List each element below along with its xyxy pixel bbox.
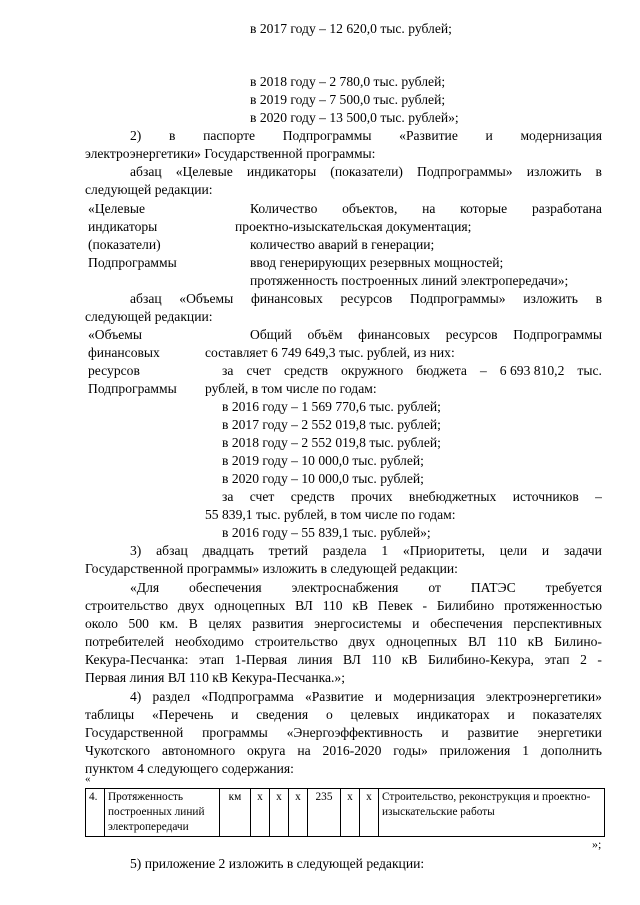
finance-line3-word: счет bbox=[246, 363, 272, 378]
item4-line1-word: и bbox=[374, 689, 383, 704]
finance-2019: в 2019 году – 10 000,0 тыс. рублей; bbox=[222, 453, 424, 468]
finance-label-2: финансовых bbox=[88, 345, 160, 360]
item2-line1-word: 2) bbox=[130, 128, 142, 143]
row-unit: км bbox=[220, 789, 251, 837]
finance-line1-word: Подпрограммы bbox=[513, 327, 602, 342]
item4-line1-word: модернизация bbox=[393, 689, 475, 704]
table-open-quote: « bbox=[85, 773, 91, 785]
item4-line2-word: сведения bbox=[256, 707, 309, 722]
finance-extra-line1-word: прочих bbox=[351, 489, 393, 504]
item3-line7-word: 110 bbox=[371, 652, 392, 667]
item3-line4-word: протяженностью bbox=[504, 598, 602, 613]
item3-line4 bbox=[85, 597, 602, 614]
item3-line1 bbox=[130, 542, 602, 559]
indicators-line1-word: объектов, bbox=[342, 201, 398, 216]
abz2-line1-word: «Объемы bbox=[179, 291, 234, 306]
item3-line7-word: этап bbox=[198, 652, 225, 667]
item3-line6-word: строительство bbox=[254, 634, 338, 649]
row-cell-1: х bbox=[251, 789, 270, 837]
item4-line3-word: развитие bbox=[467, 725, 519, 740]
item4-line4-word: округа bbox=[247, 743, 286, 758]
finance-line3-word: окружного bbox=[341, 363, 404, 378]
item3-line5-word: км. bbox=[159, 616, 179, 631]
item3-line1-word: 1 bbox=[381, 543, 389, 558]
item3-line7-word: кВ bbox=[401, 652, 418, 667]
finance-line1-word: объём bbox=[307, 327, 343, 342]
finance-line1-word: ресурсов bbox=[445, 327, 498, 342]
finance-line3-word: средств bbox=[284, 363, 329, 378]
item4-line1-word: раздел bbox=[152, 689, 191, 704]
item2-abz1-line1-word: в bbox=[595, 164, 602, 179]
finance-extra-line1-word: внебюджетных bbox=[408, 489, 497, 504]
finance-extra-line2: 55 839,1 тыс. рублей, в том числе по годам: bbox=[205, 507, 456, 522]
item4-line2-word: показателях bbox=[532, 707, 602, 722]
indicators-label-1: «Целевые bbox=[88, 201, 146, 216]
item4-line2-word: и bbox=[231, 707, 239, 722]
table-close-quote: »; bbox=[592, 837, 602, 851]
finance-line4: рублей, в том числе по годам: bbox=[205, 381, 377, 396]
item2-abz1-line1-word: изложить bbox=[526, 164, 582, 179]
abz2-line1-word: Подпрограммы» bbox=[410, 291, 506, 306]
item2-line1-word: в bbox=[168, 128, 176, 143]
item3-line6-word: одноцепных bbox=[386, 634, 458, 649]
year-2018-line: в 2018 году – 2 780,0 тыс. рублей; bbox=[250, 74, 446, 89]
item3-line5-word: 500 bbox=[128, 616, 149, 631]
item4-line2-word: индикаторах bbox=[416, 707, 490, 722]
item3-line2: Государственной программы» изложить в следующей редакции: bbox=[85, 561, 458, 576]
indicators-label-2: индикаторы bbox=[88, 219, 158, 234]
item4-line4-word: на bbox=[297, 743, 311, 758]
item4-line3-word: «Энергоэффективность bbox=[286, 725, 423, 740]
item3-line5-word: энергосистемы bbox=[314, 616, 402, 631]
finance-line1 bbox=[250, 326, 602, 343]
item3-line5 bbox=[85, 615, 602, 632]
abz2-line2: следующей редакции: bbox=[85, 309, 213, 324]
item2-abz1-line1-word: индикаторы bbox=[246, 164, 317, 179]
item4-line4 bbox=[85, 742, 602, 759]
item2-line1-word: модернизация bbox=[520, 128, 602, 143]
item3-line1-word: цели bbox=[499, 543, 528, 558]
item4-line4-word: Чукотского bbox=[85, 743, 151, 758]
year-2020-line: в 2020 году – 13 500,0 тыс. рублей»; bbox=[250, 110, 459, 125]
item3-line6-word: кВ bbox=[527, 634, 544, 649]
item3-line7-word: ВЛ bbox=[343, 652, 361, 667]
item3-line1-word: и bbox=[541, 543, 550, 558]
item4-line2-word: «Перечень bbox=[151, 707, 214, 722]
item4-line2 bbox=[85, 706, 602, 723]
finance-label-1: «Объемы bbox=[88, 327, 142, 342]
row-cell-5: х bbox=[341, 789, 360, 837]
item4-line4-word: автономного bbox=[161, 743, 236, 758]
item4-line3-word: и bbox=[441, 725, 449, 740]
indicator-table bbox=[85, 788, 605, 837]
indicators-line4: ввод генерирующих резервных мощностей; bbox=[250, 255, 504, 270]
finance-line1-word: Общий bbox=[250, 327, 292, 342]
finance-extra-line1-word: – bbox=[595, 489, 602, 504]
item3-line1-word: задачи bbox=[563, 543, 602, 558]
item3-line7-word: линия bbox=[297, 652, 333, 667]
item3-line5-word: обеспечения bbox=[430, 616, 503, 631]
item3-line7-word: Кекура-Песчанка: bbox=[85, 652, 189, 667]
item2-line1-word: «Развитие bbox=[399, 128, 458, 143]
finance-extra-line1 bbox=[222, 488, 602, 505]
item2-abz1-line1-word: Подпрограммы» bbox=[417, 164, 513, 179]
indicators-line3: количество аварий в генерации; bbox=[250, 237, 435, 252]
item2-abz1-line1-word: абзац bbox=[130, 164, 162, 179]
item3-line6-word: ВЛ bbox=[468, 634, 486, 649]
item3-line5-word: развития bbox=[252, 616, 304, 631]
year-2017-line: в 2017 году – 12 620,0 тыс. рублей; bbox=[250, 21, 452, 36]
row-cell-2: х bbox=[270, 789, 289, 837]
item3-line1-word: абзац bbox=[156, 543, 188, 558]
item4-line1-word: «Развитие bbox=[304, 689, 364, 704]
item4-line4-word: годы» bbox=[393, 743, 428, 758]
item2-line1-word: паспорте bbox=[203, 128, 256, 143]
indicators-line2: проектно-изыскательская документация; bbox=[235, 219, 472, 234]
finance-line2: составляет 6 749 649,3 тыс. рублей, из них: bbox=[205, 345, 455, 360]
item3-line8: Первая линия ВЛ 110 кВ Кекура-Песчанка.»; bbox=[85, 670, 345, 685]
table-row bbox=[86, 789, 605, 837]
finance-label-3: ресурсов bbox=[88, 363, 140, 378]
indicators-line1 bbox=[250, 200, 602, 217]
abz2-line1-word: финансовых bbox=[250, 291, 323, 306]
item2-line1-word: и bbox=[485, 128, 493, 143]
item3-line1-word: «Приоритеты, bbox=[402, 543, 485, 558]
item3-line6-word: необходимо bbox=[175, 634, 244, 649]
indicators-label-3: (показатели) bbox=[88, 237, 161, 252]
finance-2017: в 2017 году – 2 552 019,8 тыс. рублей; bbox=[222, 417, 441, 432]
item3-line4-word: Певек bbox=[377, 598, 413, 613]
item4-line1-word: 4) bbox=[130, 689, 142, 704]
item4-line5: пунктом 4 следующего содержания: bbox=[85, 761, 294, 776]
item3-line7-word: 1-Первая bbox=[234, 652, 288, 667]
finance-2016: в 2016 году – 1 569 770,6 тыс. рублей; bbox=[222, 399, 441, 414]
item3-line4-word: двух bbox=[177, 598, 205, 613]
item4-line1-word: электроэнергетики» bbox=[486, 689, 602, 704]
item3-line3 bbox=[130, 579, 602, 596]
item4-line3-word: энергетики bbox=[537, 725, 602, 740]
item4-line4-word: дополнить bbox=[540, 743, 602, 758]
item3-line4-word: Билибино bbox=[436, 598, 495, 613]
item3-line3-word: обеспечения bbox=[189, 580, 262, 595]
row-cell-4: 235 bbox=[308, 789, 341, 837]
item4-line2-word: таблицы bbox=[85, 707, 135, 722]
item2-abz1-line1-word: (показатели) bbox=[330, 164, 403, 179]
item3-line3-word: электроснабжения bbox=[291, 580, 399, 595]
item3-line3-word: ПАТЭС bbox=[470, 580, 516, 595]
item3-line1-word: 3) bbox=[130, 543, 142, 558]
item4-line4-word: приложения bbox=[439, 743, 511, 758]
item4-line1-word: «Подпрограмма bbox=[201, 689, 294, 704]
indicators-line1-word: Количество bbox=[250, 201, 318, 216]
finance-line3-word: за bbox=[222, 363, 234, 378]
item3-line7-word: 2 bbox=[580, 652, 587, 667]
item3-line4-word: одноцепных bbox=[214, 598, 286, 613]
item3-line7-word: Билибино-Кекура, bbox=[427, 652, 534, 667]
item4-line1 bbox=[130, 688, 602, 705]
item3-line5-word: и bbox=[412, 616, 420, 631]
finance-extra-line1-word: источников bbox=[512, 489, 579, 504]
item3-line7-word: этап bbox=[544, 652, 570, 667]
finance-extra-line1-word: счет bbox=[249, 489, 275, 504]
item4-line4-word: 1 bbox=[522, 743, 529, 758]
item4-line2-word: о bbox=[325, 707, 333, 722]
item3-line5-word: целях bbox=[208, 616, 242, 631]
item3-line5-word: В bbox=[188, 616, 198, 631]
finance-extra-line1-word: средств bbox=[290, 489, 335, 504]
finance-label-4: Подпрограммы bbox=[88, 381, 177, 396]
item3-line4-word: строительство bbox=[85, 598, 169, 613]
item3-line4-word: ВЛ bbox=[295, 598, 313, 613]
item4-line4-word: 2016-2020 bbox=[322, 743, 382, 758]
item3-line1-word: третий bbox=[268, 543, 308, 558]
abz2-line1-word: изложить bbox=[523, 291, 578, 306]
item2-abz1-line1-word: «Целевые bbox=[175, 164, 233, 179]
item3-line6-word: потребителей bbox=[85, 634, 165, 649]
abz2-line1-word: абзац bbox=[130, 291, 162, 306]
item3-line7-word: - bbox=[597, 652, 602, 667]
item3-line1-word: раздела bbox=[322, 543, 367, 558]
finance-line3-word: 6 693 810,2 bbox=[499, 363, 565, 378]
finance-2020: в 2020 году – 10 000,0 тыс. рублей; bbox=[222, 471, 424, 486]
abz2-line1 bbox=[130, 290, 602, 307]
finance-line3 bbox=[222, 362, 602, 379]
item4-line2-word: целевых bbox=[350, 707, 399, 722]
indicators-line1-word: разработана bbox=[531, 201, 602, 216]
indicators-line1-word: которые bbox=[460, 201, 508, 216]
row-note: Строительство, реконструкция и проектно-изыскательские работы bbox=[379, 789, 605, 837]
item3-line3-word: «Для bbox=[130, 580, 160, 595]
item3-line3-word: от bbox=[428, 580, 441, 595]
item4-line3 bbox=[85, 724, 602, 741]
item3-line4-word: кВ bbox=[352, 598, 369, 613]
item5-line1: 5) приложение 2 изложить в следующей редакции: bbox=[130, 856, 425, 871]
item3-line5-word: около bbox=[85, 616, 118, 631]
item3-line6-word: Билино- bbox=[554, 634, 602, 649]
finance-line1-word: финансовых bbox=[358, 327, 431, 342]
indicators-label-4: Подпрограммы bbox=[88, 255, 177, 270]
item3-line6 bbox=[85, 633, 602, 650]
indicators-line5: протяженность построенных линий электропередачи»; bbox=[250, 273, 569, 288]
row-cell-3: х bbox=[289, 789, 308, 837]
finance-2018: в 2018 году – 2 552 019,8 тыс. рублей; bbox=[222, 435, 441, 450]
abz2-line1-word: в bbox=[595, 291, 602, 306]
row-indicator-name: Протяженность построенных линий электропередачи bbox=[105, 789, 220, 837]
item4-line3-word: Государственной bbox=[85, 725, 184, 740]
item4-line3-word: программы bbox=[202, 725, 268, 740]
item2-abz1-line2: следующей редакции: bbox=[85, 182, 213, 197]
finance-line3-word: бюджета bbox=[416, 363, 467, 378]
abz2-line1-word: ресурсов bbox=[340, 291, 393, 306]
item3-line6-word: двух bbox=[348, 634, 376, 649]
row-number: 4. bbox=[86, 789, 105, 837]
finance-line3-word: – bbox=[479, 363, 487, 378]
item4-line2-word: и bbox=[507, 707, 515, 722]
indicators-line1-word: на bbox=[422, 201, 436, 216]
item2-line1-word: Подпрограммы bbox=[282, 128, 372, 143]
item2-abz1-line1 bbox=[130, 163, 602, 180]
item3-line6-word: 110 bbox=[496, 634, 517, 649]
year-2019-line: в 2019 году – 7 500,0 тыс. рублей; bbox=[250, 92, 446, 107]
item3-line1-word: двадцать bbox=[202, 543, 254, 558]
finance-line3-word: тыс. bbox=[577, 363, 602, 378]
item2-line2: электроэнергетики» Государственной программы: bbox=[85, 146, 376, 161]
item3-line7 bbox=[85, 651, 602, 668]
finance-extra-line3: в 2016 году – 55 839,1 тыс. рублей»; bbox=[222, 525, 431, 540]
item3-line5-word: перспективных bbox=[513, 616, 602, 631]
row-cell-6: х bbox=[360, 789, 379, 837]
finance-extra-line1-word: за bbox=[222, 489, 234, 504]
item2-line1 bbox=[130, 127, 602, 144]
item3-line4-word: - bbox=[422, 598, 428, 613]
item3-line3-word: требуется bbox=[545, 580, 602, 595]
item3-line4-word: 110 bbox=[322, 598, 343, 613]
